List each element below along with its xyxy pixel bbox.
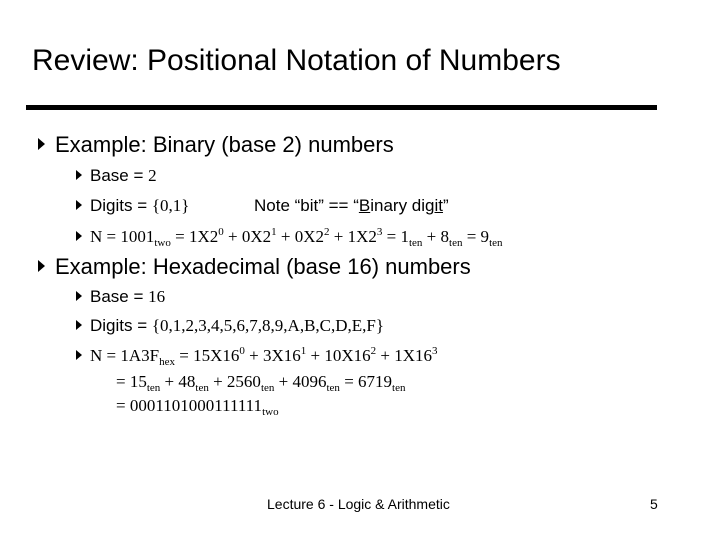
subscript: ten	[326, 382, 340, 394]
footer-lecture-title: Lecture 6 - Logic & Arithmetic	[267, 496, 450, 512]
hex-equation-line-2	[116, 372, 405, 394]
arrow-bullet-icon	[38, 260, 45, 272]
note-text: inary dig	[370, 196, 435, 215]
arrow-bullet-icon	[76, 291, 82, 301]
superscript: 0	[218, 226, 224, 238]
hex-base-label: Base =	[90, 287, 149, 306]
title-divider	[26, 105, 657, 110]
superscript: 1	[300, 345, 307, 357]
equation-term: + 8	[422, 227, 450, 246]
bullet-hex-heading	[38, 254, 471, 280]
superscript: 1	[271, 226, 277, 238]
slide-number: 5	[650, 496, 658, 512]
equation-term: + 10X16	[306, 346, 371, 365]
note-underlined-b: B	[358, 196, 371, 215]
arrow-bullet-icon	[76, 320, 82, 330]
subscript: ten	[489, 237, 503, 249]
equation-term: = 0001101000111111	[116, 396, 263, 415]
note-underlined-it: it	[434, 196, 443, 215]
arrow-bullet-icon	[76, 170, 82, 180]
bullet-hex-equation	[76, 345, 438, 368]
equation-term: + 1X2	[329, 227, 377, 246]
superscript: 2	[370, 345, 377, 357]
equation-term: = 1X2	[170, 227, 219, 246]
equation-term: N = 1001	[90, 227, 155, 246]
subscript: ten	[146, 382, 161, 394]
hex-digits-label: Digits =	[90, 316, 152, 335]
subscript: ten	[195, 382, 209, 394]
subscript: two	[262, 406, 279, 418]
note-text: Note “bit” == “	[254, 196, 359, 215]
superscript: 3	[432, 345, 438, 357]
equation-term: = 15X16	[175, 346, 240, 365]
equation-term: = 15	[116, 372, 147, 391]
hex-heading-text: Example: Hexadecimal (base 16) numbers	[55, 254, 471, 279]
superscript: 2	[324, 226, 330, 238]
hex-equation-line-3	[116, 396, 279, 418]
binary-digits-label: Digits =	[90, 196, 152, 215]
binary-heading-text: Example: Binary (base 2) numbers	[55, 132, 394, 157]
equation-term: + 3X16	[244, 346, 301, 365]
superscript: 0	[239, 345, 245, 357]
subscript: two	[154, 237, 171, 249]
equation-term: + 2560	[208, 372, 261, 391]
binary-base-value: 2	[148, 166, 157, 185]
bullet-binary-heading	[38, 132, 394, 158]
note-text: ”	[442, 196, 449, 215]
arrow-bullet-icon	[76, 231, 82, 241]
hex-base-value: 16	[148, 287, 166, 306]
equation-term: + 4096	[274, 372, 327, 391]
bullet-binary-equation	[76, 226, 503, 249]
equation-term: + 48	[160, 372, 196, 391]
arrow-bullet-icon	[76, 350, 82, 360]
bullet-binary-digits	[76, 196, 189, 216]
subscript: ten	[260, 382, 275, 394]
subscript: ten	[408, 237, 423, 249]
binary-base-label: Base =	[90, 166, 149, 185]
arrow-bullet-icon	[38, 138, 45, 150]
slide-title: Review: Positional Notation of Numbers	[32, 44, 561, 77]
bullet-hex-base	[76, 287, 165, 307]
binary-digits-value: {0,1}	[151, 196, 190, 215]
equation-term: + 1X16	[376, 346, 432, 365]
equation-term: + 0X2	[223, 227, 272, 246]
hex-digits-value: {0,1,2,3,4,5,6,7,8,9,A,B,C,D,E,F}	[151, 316, 385, 335]
equation-term: = 1	[382, 227, 409, 246]
equation-term: N = 1A3F	[90, 346, 160, 365]
subscript: hex	[159, 356, 175, 368]
subscript: ten	[392, 382, 406, 394]
superscript: 3	[376, 226, 383, 238]
equation-term: = 6719	[339, 372, 393, 391]
bullet-binary-base	[76, 166, 157, 186]
bullet-hex-digits	[76, 316, 384, 336]
subscript: ten	[449, 237, 463, 249]
equation-term: = 9	[462, 227, 490, 246]
arrow-bullet-icon	[76, 200, 82, 210]
equation-term: + 0X2	[276, 227, 324, 246]
bit-note	[254, 196, 449, 216]
